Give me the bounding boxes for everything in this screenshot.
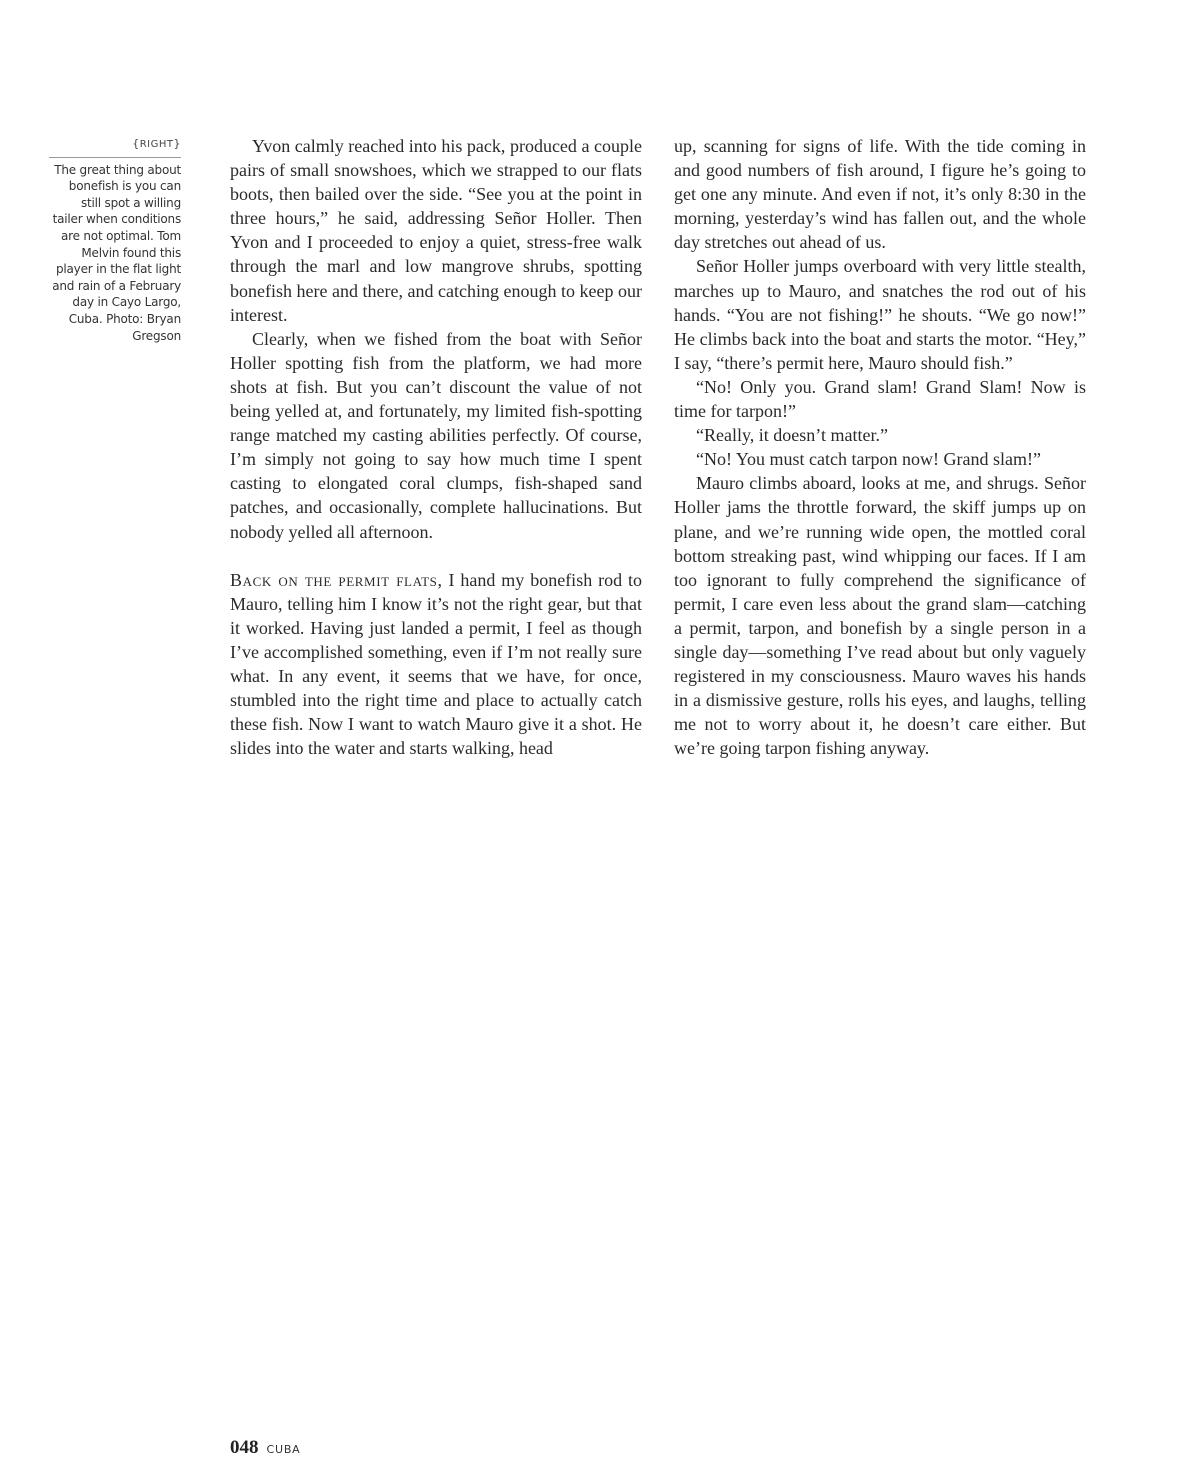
paragraph: Señor Holler jumps overboard with very little stealth, marches up to Mauro, and snatches the rod out of his hands. “You are not fishing!” he shouts. “We go now!” He climbs back into the boat and starts the motor. “Hey,” I say, “there’s permit here, Mauro should fish.” (674, 256, 1086, 373)
paragraph: “Really, it doesn’t matter.” (696, 425, 888, 446)
caption-label-text: RIGHT (139, 139, 174, 150)
section-lead-in: Back on the permit flats, (230, 569, 443, 590)
caption-label (49, 136, 181, 158)
section-paragraph (230, 568, 642, 761)
body-column-right (674, 134, 1086, 760)
paragraph: “No! You must catch tarpon now! Grand slam!” (696, 449, 1041, 470)
section-name: CUBA (266, 1443, 301, 1456)
page-footer (230, 1437, 301, 1459)
body-column-left (230, 134, 642, 760)
caption-bracket-left-icon: { (132, 137, 140, 150)
paragraph: up, scanning for signs of life. With the tide coming in and good numbers of fish around, I figure he’s going to get one any minute. And even if not, it’s only 8:30 in the morning, yesterday’s wind has fallen out, and the whole day stretches out ahead of us. (674, 136, 1086, 253)
caption-bracket-right-icon: } (173, 137, 181, 150)
paragraph: Yvon calmly reached into his pack, produced a couple pairs of small snowshoes, which we strapped to our flats boots, then bailed over the side. “See you at the point in three hours,” he said, addressing Señor Holler. Then Yvon and I proceeded to enjoy a quiet, stress-free walk through the marl and low mangrove shrubs, spotting bonefish here and there, and catching enough to keep our interest. (230, 136, 642, 325)
paragraph: Clearly, when we fished from the boat with Señor Holler spotting fish from the platform, we had more shots at fish. But you can’t discount the value of not being yelled at, and fortunately, my limited fish-spotting range matched my casting abilities perfectly. Of course, I’m simply not going to say how much time I spent casting to elongated coral clumps, fish-shaped sand patches, and occasionally, complete hallucinations. But nobody yelled all afternoon. (230, 328, 642, 542)
caption-text: The great thing about bonefish is you can still spot a willing tailer when conditions are not optimal. Tom Melvin found this player in the flat light and rain of a February day in Cayo Largo, Cuba. Photo: Bryan Gregson (52, 162, 181, 343)
paragraph: “No! Only you. Grand slam! Grand Slam! Now is time for tarpon!” (674, 376, 1086, 422)
paragraph: Mauro climbs aboard, looks at me, and shrugs. Señor Holler jams the throttle forward, the skiff jumps up on plane, and we’re running wide open, the mottled coral bottom streaking past, wind whipping our faces. If I am too ignorant to fully comprehend the significance of permit, I care even less about the grand slam—catching a permit, tarpon, and bonefish by a single person in a single day—something I’ve read about but only vaguely registered in my consciousness. Mauro waves his hands in a dismissive gesture, rolls his eyes, and laughs, telling me not to worry about it, he doesn’t care either. But we’re going tarpon fishing anyway. (674, 473, 1086, 759)
photo-caption (49, 136, 181, 344)
paragraph-text: I hand my bonefish rod to Mauro, telling him I know it’s not the right gear, but that it worked. Having just landed a permit, I feel as though I’ve accomplished something, even if I’m not really sure what. In any event, it seems that we have, for once, stumbled into the right time and place to actually catch these fish. Now I want to watch Mauro give it a shot. He slides into the water and starts walking, head (230, 569, 642, 759)
page-number: 048 (230, 1437, 259, 1458)
